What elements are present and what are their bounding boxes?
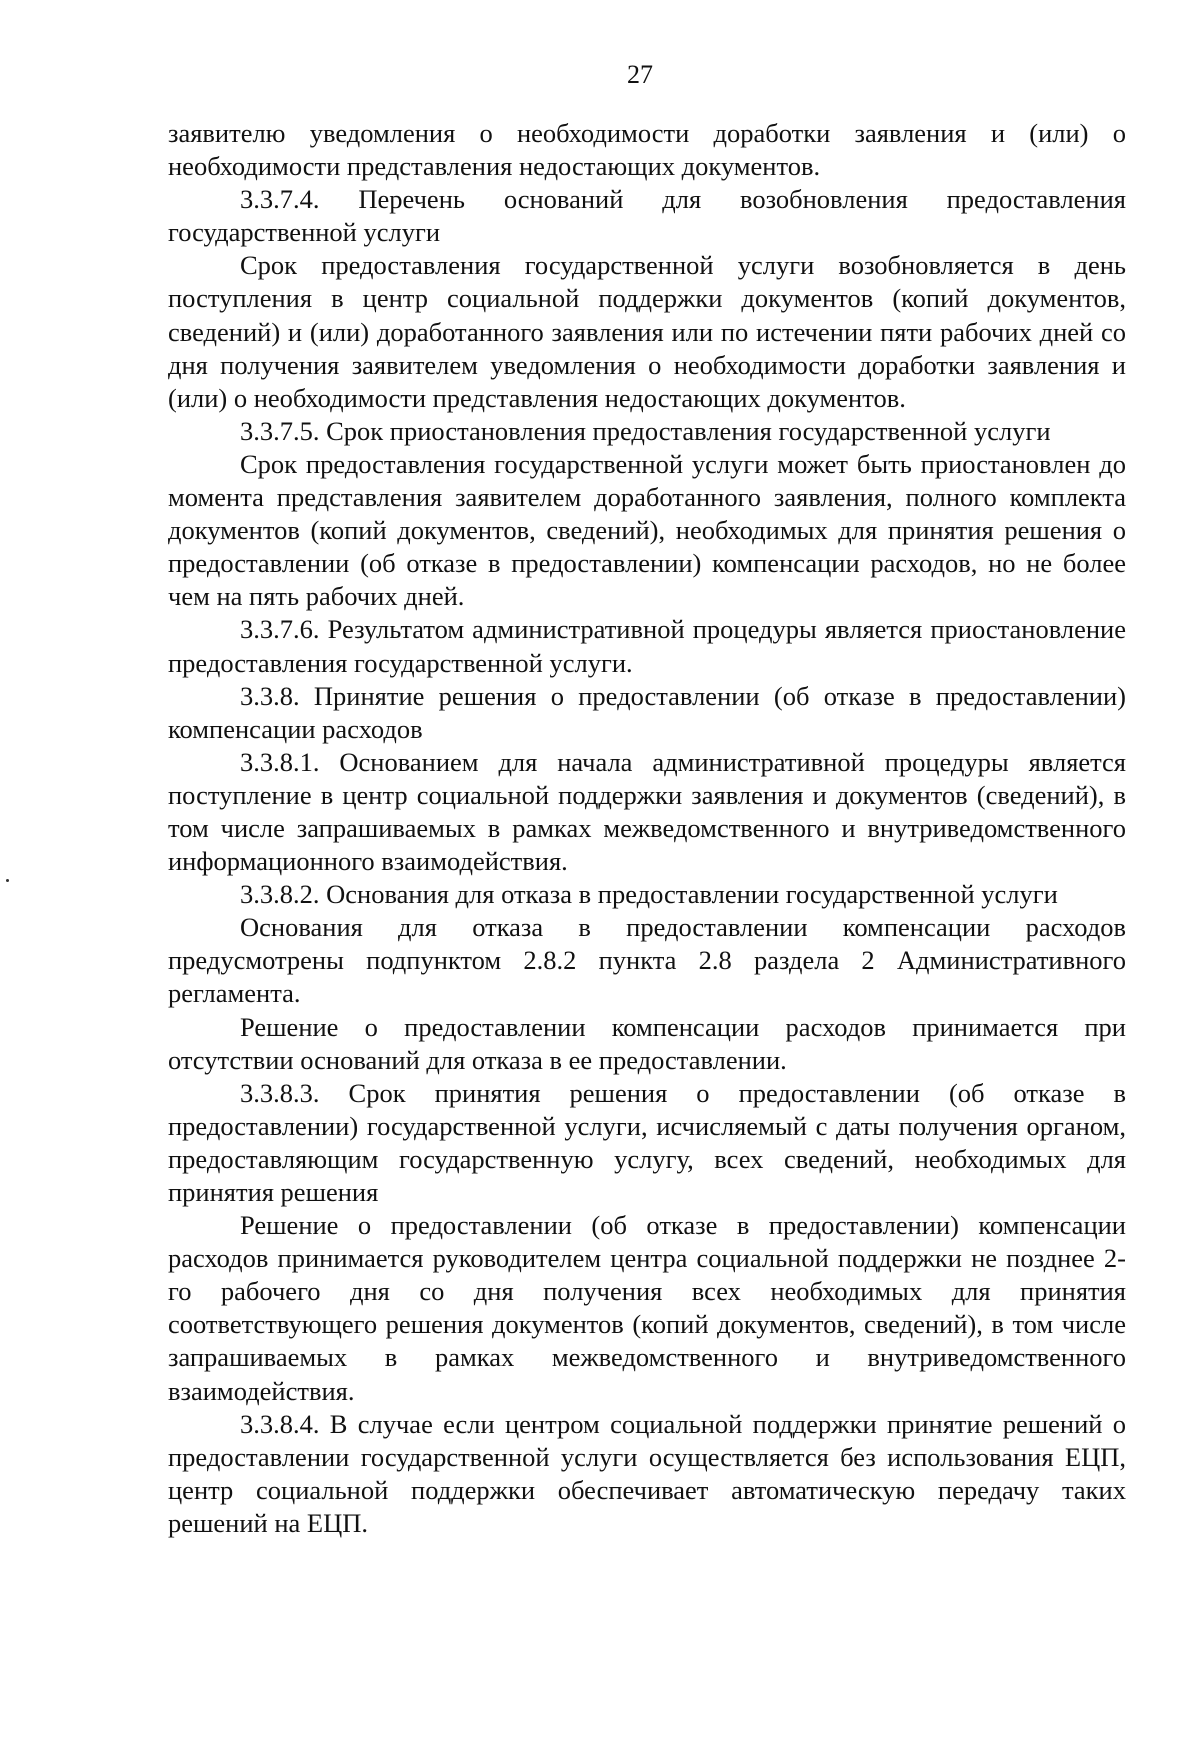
paragraph: 3.3.8.3. Срок принятия решения о предоставлении (об отказе в предоставлении) государственной услуги, исчисляемый с даты получения органом, предоставляющим государственную услугу, всех сведений, необходимых для принятия решения bbox=[168, 1077, 1126, 1207]
paragraph: 3.3.8.2. Основания для отказа в предоставлении государственной услуги bbox=[240, 879, 1058, 910]
document-body bbox=[168, 117, 1126, 1540]
scan-speck bbox=[6, 879, 9, 882]
paragraph: Решение о предоставлении компенсации расходов принимается при отсутствии оснований для отказа в ее предоставлении. bbox=[168, 1011, 1126, 1075]
paragraph: заявителю уведомления о необходимости доработки заявления и (или) о необходимости представления недостающих документов. bbox=[168, 118, 1126, 182]
paragraph: Срок предоставления государственной услуги может быть приостановлен до момента представления заявителем доработанного заявления, полного комплекта документов (копий документов, сведений), необходимых для принятия решения о предоставлении (об отказе в предоставлении) компенсации расходов, но не более чем на пять рабочих дней. bbox=[168, 448, 1126, 612]
paragraph: Решение о предоставлении (об отказе в предоставлении) компенсации расходов принимается руководителем центра социальной поддержки не позднее 2-го рабочего дня со дня получения всех необходимых для принятия соответствующего решения документов (копий документов, сведений), в том числе запрашиваемых в рамках межведомственного и внутриведомственного взаимодействия. bbox=[168, 1210, 1126, 1406]
paragraph: 3.3.7.4. Перечень оснований для возобновления предоставления государственной услуги bbox=[168, 184, 1126, 248]
paragraph: Основания для отказа в предоставлении компенсации расходов предусмотрены подпунктом 2.8.2 пункта 2.8 раздела 2 Административного регламента. bbox=[168, 912, 1126, 1009]
paragraph: 3.3.7.6. Результатом административной процедуры является приостановление предоставления государственной услуги. bbox=[168, 614, 1126, 678]
paragraph: 3.3.7.5. Срок приостановления предоставления государственной услуги bbox=[240, 415, 1051, 446]
paragraph: 3.3.8. Принятие решения о предоставлении (об отказе в предоставлении) компенсации расходов bbox=[168, 680, 1126, 744]
paragraph: 3.3.8.4. В случае если центром социальной поддержки принятие решений о предоставлении государственной услуги осуществляется без использования ЕЦП, центр социальной поддержки обеспечивает автоматическую передачу таких решений на ЕЦП. bbox=[168, 1408, 1126, 1538]
page-number: 27 bbox=[627, 60, 653, 89]
paragraph: Срок предоставления государственной услуги возобновляется в день поступления в центр социальной поддержки документов (копий документов, сведений) и (или) доработанного заявления или по истечении пяти рабочих дней со дня получения заявителем уведомления о необходимости доработки заявления и (или) о необходимости представления недостающих документов. bbox=[168, 250, 1126, 413]
paragraph: 3.3.8.1. Основанием для начала административной процедуры является поступление в центр социальной поддержки заявления и документов (сведений), в том числе запрашиваемых в рамках межведомственного и внутриведомственного информационного взаимодействия. bbox=[168, 746, 1126, 877]
